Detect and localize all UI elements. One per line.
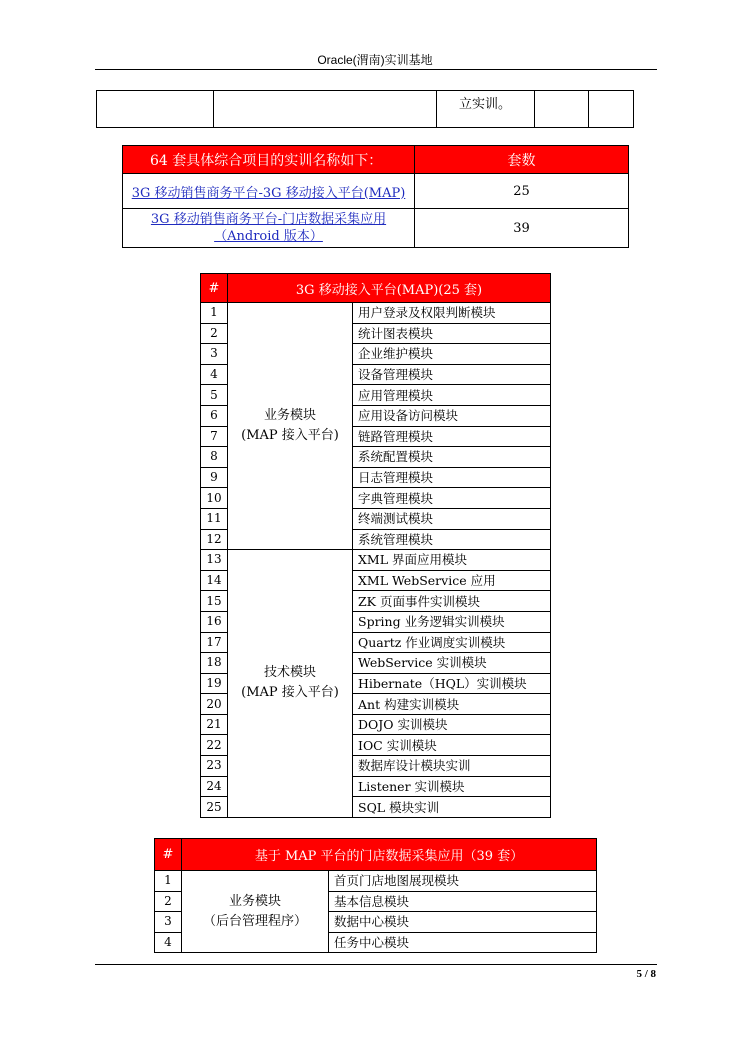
table-cell <box>214 91 437 128</box>
row-number: 8 <box>201 447 228 468</box>
module-name: Ant 构建实训模块 <box>353 694 551 715</box>
module-name: XML WebService 应用 <box>353 570 551 591</box>
project-name-cell <box>123 174 415 209</box>
module-name: 终端测试模块 <box>353 508 551 529</box>
module-name: 日志管理模块 <box>353 467 551 488</box>
module-name: ZK 页面事件实训模块 <box>353 591 551 612</box>
row-number: 1 <box>155 871 182 892</box>
table-cell <box>535 91 589 128</box>
module-group <box>228 550 353 818</box>
table-cell <box>97 91 214 128</box>
project-count: 39 <box>415 209 629 248</box>
row-number: 13 <box>201 550 228 571</box>
row-number: 11 <box>201 508 228 529</box>
row-number: 24 <box>201 776 228 797</box>
group-sublabel: (MAP 接入平台) <box>241 685 339 701</box>
row-number: 6 <box>201 405 228 426</box>
number-header: # <box>155 839 182 871</box>
page-header: Oracle(渭南)实训基地 <box>317 53 433 67</box>
row-number: 14 <box>201 570 228 591</box>
module-name: 数据中心模块 <box>329 912 597 933</box>
row-number: 20 <box>201 694 228 715</box>
module-group <box>228 303 353 550</box>
footer-rule <box>95 964 657 965</box>
row-number: 10 <box>201 488 228 509</box>
row-number: 1 <box>201 303 228 324</box>
summary-title-header: 64 套具体综合项目的实训名称如下： <box>123 146 415 174</box>
table-row <box>123 209 629 248</box>
row-number: 18 <box>201 653 228 674</box>
module-name: Hibernate（HQL）实训模块 <box>353 673 551 694</box>
module-name: 系统管理模块 <box>353 529 551 550</box>
map-modules-table <box>200 273 551 818</box>
module-name: 系统配置模块 <box>353 447 551 468</box>
module-name: 设备管理模块 <box>353 364 551 385</box>
table-cell <box>589 91 634 128</box>
module-name: IOC 实训模块 <box>353 735 551 756</box>
module-name: 首页门店地图展现模块 <box>329 871 597 892</box>
table-row <box>155 871 597 892</box>
module-name: 应用设备访问模块 <box>353 405 551 426</box>
row-number: 17 <box>201 632 228 653</box>
store-table-title: 基于 MAP 平台的门店数据采集应用（39 套） <box>182 839 597 871</box>
continuation-text: 立实训。 <box>437 91 535 128</box>
project-link-line1: 3G 移动销售商务平台-门店数据采集应用 <box>150 212 387 227</box>
row-number: 25 <box>201 797 228 818</box>
row-number: 2 <box>201 323 228 344</box>
table-row <box>97 91 634 128</box>
group-label: 业务模块 <box>263 408 316 424</box>
module-name: 统计图表模块 <box>353 323 551 344</box>
table-header-row <box>201 274 551 303</box>
row-number: 9 <box>201 467 228 488</box>
module-name: 基本信息模块 <box>329 891 597 912</box>
module-name: 企业维护模块 <box>353 344 551 365</box>
row-number: 4 <box>201 364 228 385</box>
number-header: # <box>201 274 228 303</box>
project-link-store-data[interactable] <box>151 212 386 244</box>
row-number: 7 <box>201 426 228 447</box>
table-row <box>201 550 551 571</box>
module-name: 字典管理模块 <box>353 488 551 509</box>
group-sublabel: (MAP 接入平台) <box>241 428 339 444</box>
row-number: 23 <box>201 756 228 777</box>
row-number: 3 <box>155 912 182 933</box>
module-name: SQL 模块实训 <box>353 797 551 818</box>
group-label: 业务模块 <box>228 893 281 909</box>
table-row <box>123 174 629 209</box>
page-number: 5 / 8 <box>636 968 656 980</box>
table-header-row <box>155 839 597 871</box>
row-number: 21 <box>201 714 228 735</box>
table-row <box>201 303 551 324</box>
row-number: 12 <box>201 529 228 550</box>
project-link-line2: （Android 版本） <box>214 229 323 244</box>
row-number: 19 <box>201 673 228 694</box>
module-name: 数据库设计模块实训 <box>353 756 551 777</box>
module-name: 链路管理模块 <box>353 426 551 447</box>
group-label: 技术模块 <box>263 665 316 681</box>
row-number: 16 <box>201 611 228 632</box>
summary-count-header: 套数 <box>415 146 629 174</box>
project-link-map[interactable]: 3G 移动销售商务平台-3G 移动接入平台(MAP) <box>131 185 406 201</box>
module-name: Spring 业务逻辑实训模块 <box>353 611 551 632</box>
row-number: 15 <box>201 591 228 612</box>
row-number: 4 <box>155 932 182 953</box>
group-sublabel: （后台管理程序） <box>202 913 307 929</box>
module-name: WebService 实训模块 <box>353 653 551 674</box>
module-group <box>182 871 329 953</box>
row-number: 5 <box>201 385 228 406</box>
module-name: 任务中心模块 <box>329 932 597 953</box>
module-name: Quartz 作业调度实训模块 <box>353 632 551 653</box>
project-name-cell <box>123 209 415 248</box>
module-name: XML 界面应用模块 <box>353 550 551 571</box>
row-number: 22 <box>201 735 228 756</box>
module-name: DOJO 实训模块 <box>353 714 551 735</box>
continuation-table <box>96 90 634 128</box>
module-name: Listener 实训模块 <box>353 776 551 797</box>
row-number: 2 <box>155 891 182 912</box>
table-header-row <box>123 146 629 174</box>
store-modules-table <box>154 838 597 953</box>
module-name: 用户登录及权限判断模块 <box>353 303 551 324</box>
header-rule <box>95 69 657 70</box>
map-table-title: 3G 移动接入平台(MAP)(25 套) <box>228 274 551 303</box>
row-number: 3 <box>201 344 228 365</box>
summary-table <box>122 145 629 248</box>
module-name: 应用管理模块 <box>353 385 551 406</box>
project-count: 25 <box>415 174 629 209</box>
